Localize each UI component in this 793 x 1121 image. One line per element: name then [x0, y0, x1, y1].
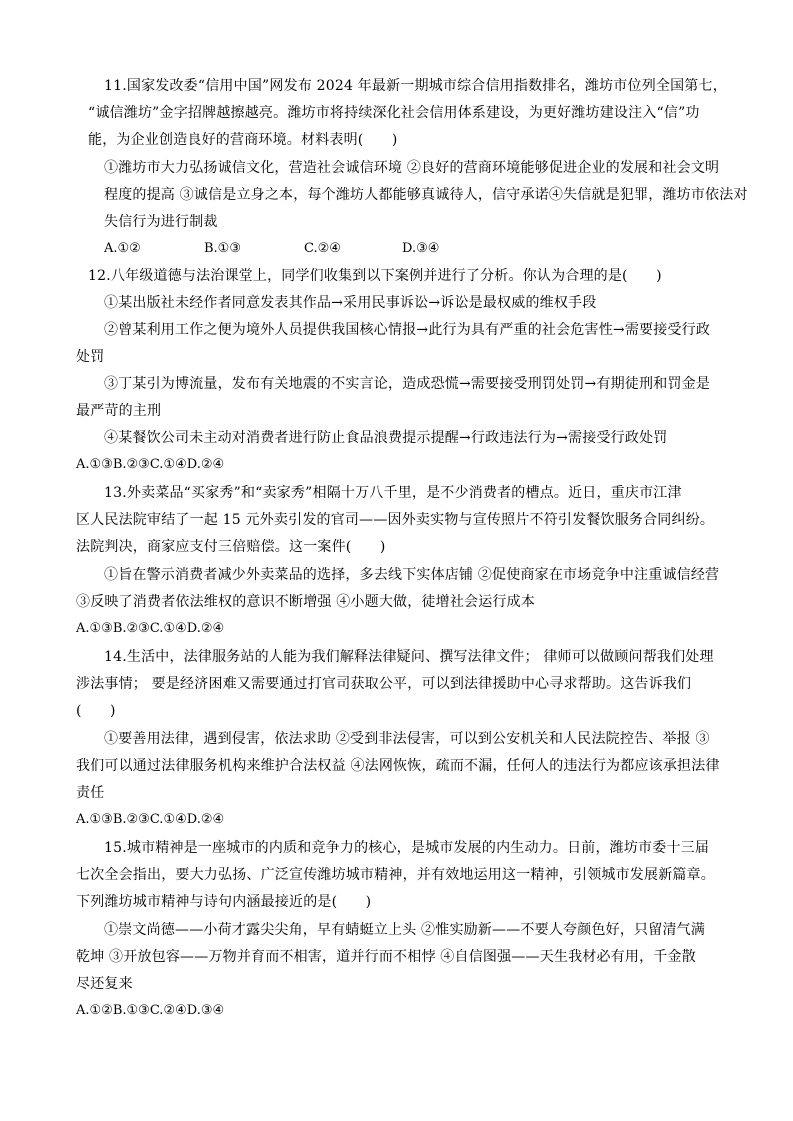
q15-item-line-1: ①崇文尚德——小荷才露尖尖角，早有蜻蜓立上头 ②惟实励新——不要人夸颜色好，只留清气满 — [104, 922, 706, 938]
q12-options: A.①③B.②③C.①④D.②④ — [76, 457, 225, 472]
q11-item-line-2: 程度的提高 ③诚信是立身之本，每个潍坊人都能够真诚待人，信守承诺④失信就是犯罪，潍坊市依法对 — [104, 187, 748, 203]
q14-item-line-2: 我们可以通过法律服务机构来维护合法权益 ④法网恢恢，疏而不漏，任何人的违法行为都应该承担法律 — [76, 758, 720, 774]
q11-item-line-1: ①潍坊市大力弘扬诚信文化，营造社会诚信环境 ②良好的营商环境能够促进企业的发展和社会文明 — [104, 160, 720, 176]
q11-option-b: B.①③ — [204, 241, 241, 256]
q14-stem-line-1: 14.生活中，法律服务站的人能为我们解释法律疑问、撰写法律文件； 律师可以做顾问帮我们处理 — [104, 649, 714, 665]
q11-option-a: A.①② — [104, 241, 141, 256]
q11-option-d: D.③④ — [402, 241, 440, 256]
q14-options: A.①③B.②③C.①④D.②④ — [76, 812, 225, 827]
q12-item-line-1: ①某出版社未经作者同意发表其作品→采用民事诉讼→诉讼是最权威的维权手段 — [104, 295, 597, 311]
q11-option-c: C.②④ — [304, 241, 341, 256]
q13-stem-line-2: 区人民法院审结了一起 15 元外卖引发的官司——因外卖实物与宣传照片不符引发餐饮服务合同纠纷。 — [76, 512, 715, 528]
q14-stem-line-2: 涉法事情； 要是经济困难又需要通过打官司获取公平，可以到法律援助中心寻求帮助。这告诉我们 — [76, 676, 692, 692]
q15-options: A.①②B.①③C.②④D.③④ — [76, 1003, 225, 1018]
q13-options: A.①③B.②③C.①④D.②④ — [76, 621, 225, 636]
q14-stem-line-3: ( ) — [76, 703, 116, 719]
q12-item-line-3: 处罚 — [76, 349, 105, 365]
q15-item-line-2: 乾坤 ③开放包容——万物并育而不相害，道并行而不相悖 ④自信图强——天生我材必有用，千金散 — [76, 949, 696, 965]
q11-stem-line-2: “诚信潍坊”金字招牌越擦越亮。潍坊市将持续深化社会信用体系建设，为更好潍坊建设注入“信”功 — [88, 105, 700, 121]
q15-stem-line-2: 七次全会指出，要大力弘扬、广泛宣传潍坊城市精神，并有效地运用这一精神，引领城市发展新篇章。 — [76, 867, 715, 883]
q13-item-line-2: ③反映了消费者依法维权的意识不断增强 ④小题大做，徒增社会运行成本 — [76, 594, 536, 610]
q15-stem-line-1: 15.城市精神是一座城市的内质和竞争力的核心，是城市发展的内生动力。日前，潍坊市委十三届 — [104, 840, 710, 856]
q13-stem-line-1: 13.外卖菜品“买家秀”和“卖家秀”相隔十万八千里，是不少消费者的槽点。近日，重庆市江津 — [104, 485, 682, 501]
q11-stem-line-1: 11.国家发改委“信用中国”网发布 2024 年最新一期城市综合信用指数排名，潍坊市位列全国第七， — [104, 78, 727, 94]
q12-item-line-5: 最严苛的主刑 — [76, 403, 162, 419]
q12-stem: 12.八年级道德与法治课堂上，同学们收集到以下案例并进行了分析。你认为合理的是( ) — [88, 268, 662, 284]
q15-stem-line-3: 下列潍坊城市精神与诗句内涵最接近的是( ) — [76, 894, 372, 910]
q11-options — [104, 239, 439, 259]
q12-item-line-4: ③丁某引为博流量，发布有关地震的不实言论，造成恐慌→需要接受刑罚处罚→有期徒刑和罚金是 — [104, 376, 711, 392]
q14-item-line-1: ①要善用法律，遇到侵害，依法求助 ②受到非法侵害，可以到公安机关和人民法院控告、举报 ③ — [104, 731, 710, 747]
q11-item-line-3: 失信行为进行制裁 — [104, 214, 218, 230]
q12-item-line-6: ④某餐饮公司未主动对消费者进行防止食品浪费提示提醒→行政违法行为→需接受行政处罚 — [104, 430, 668, 446]
q12-item-line-2: ②曾某利用工作之便为境外人员提供我国核心情报→此行为具有严重的社会危害性→需要接受行政 — [104, 322, 711, 338]
q11-stem-line-3: 能，为企业创造良好的营商环境。材料表明( ) — [88, 132, 398, 148]
q15-item-line-3: 尽还复来 — [76, 976, 133, 992]
q13-stem-line-3: 法院判决，商家应支付三倍赔偿。这一案件( ) — [76, 539, 386, 555]
q14-item-line-3: 责任 — [76, 785, 105, 801]
q13-item-line-1: ①旨在警示消费者减少外卖菜品的选择，多去线下实体店铺 ②促使商家在市场竞争中注重诚信经营 — [104, 567, 720, 583]
